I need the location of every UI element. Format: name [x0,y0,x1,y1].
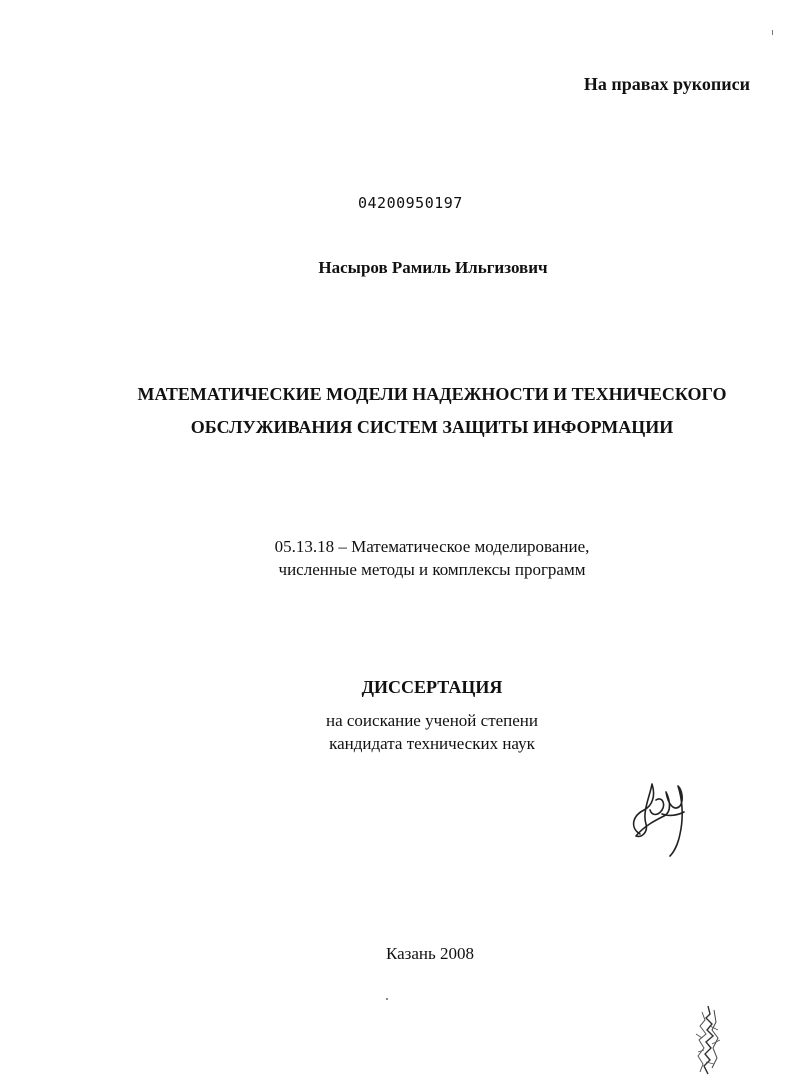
city-year: Казань 2008 [385,944,475,963]
degree-line-2: кандидата технических наук [329,734,535,753]
scan-speck-edge [772,30,773,35]
dissertation-heading: ДИССЕРТАЦИЯ [361,677,503,697]
degree-block [200,709,664,755]
specialty-line-1: 05.13.18 – Математическое моделирование, [274,537,590,556]
specialty-line-2: численные методы и комплексы программ [278,560,586,579]
signature-icon [622,776,702,858]
scan-speck [386,998,388,1000]
author-name: Насыров Рамиль Ильгизович [318,258,548,277]
title-line-2: ОБСЛУЖИВАНИЯ СИСТЕМ ЗАЩИТЫ ИНФОРМАЦИИ [190,417,674,437]
registration-number: 04200950197 [358,194,463,212]
title-line-1: МАТЕМАТИЧЕСКИЕ МОДЕЛИ НАДЕЖНОСТИ И ТЕХНИЧЕСКОГО [137,384,727,404]
library-stamp-icon [688,1004,724,1076]
specialty-block [200,535,664,581]
degree-line-1: на соискание ученой степени [325,711,539,730]
dissertation-title [100,378,764,444]
rights-note: На правах рукописи [583,74,750,94]
